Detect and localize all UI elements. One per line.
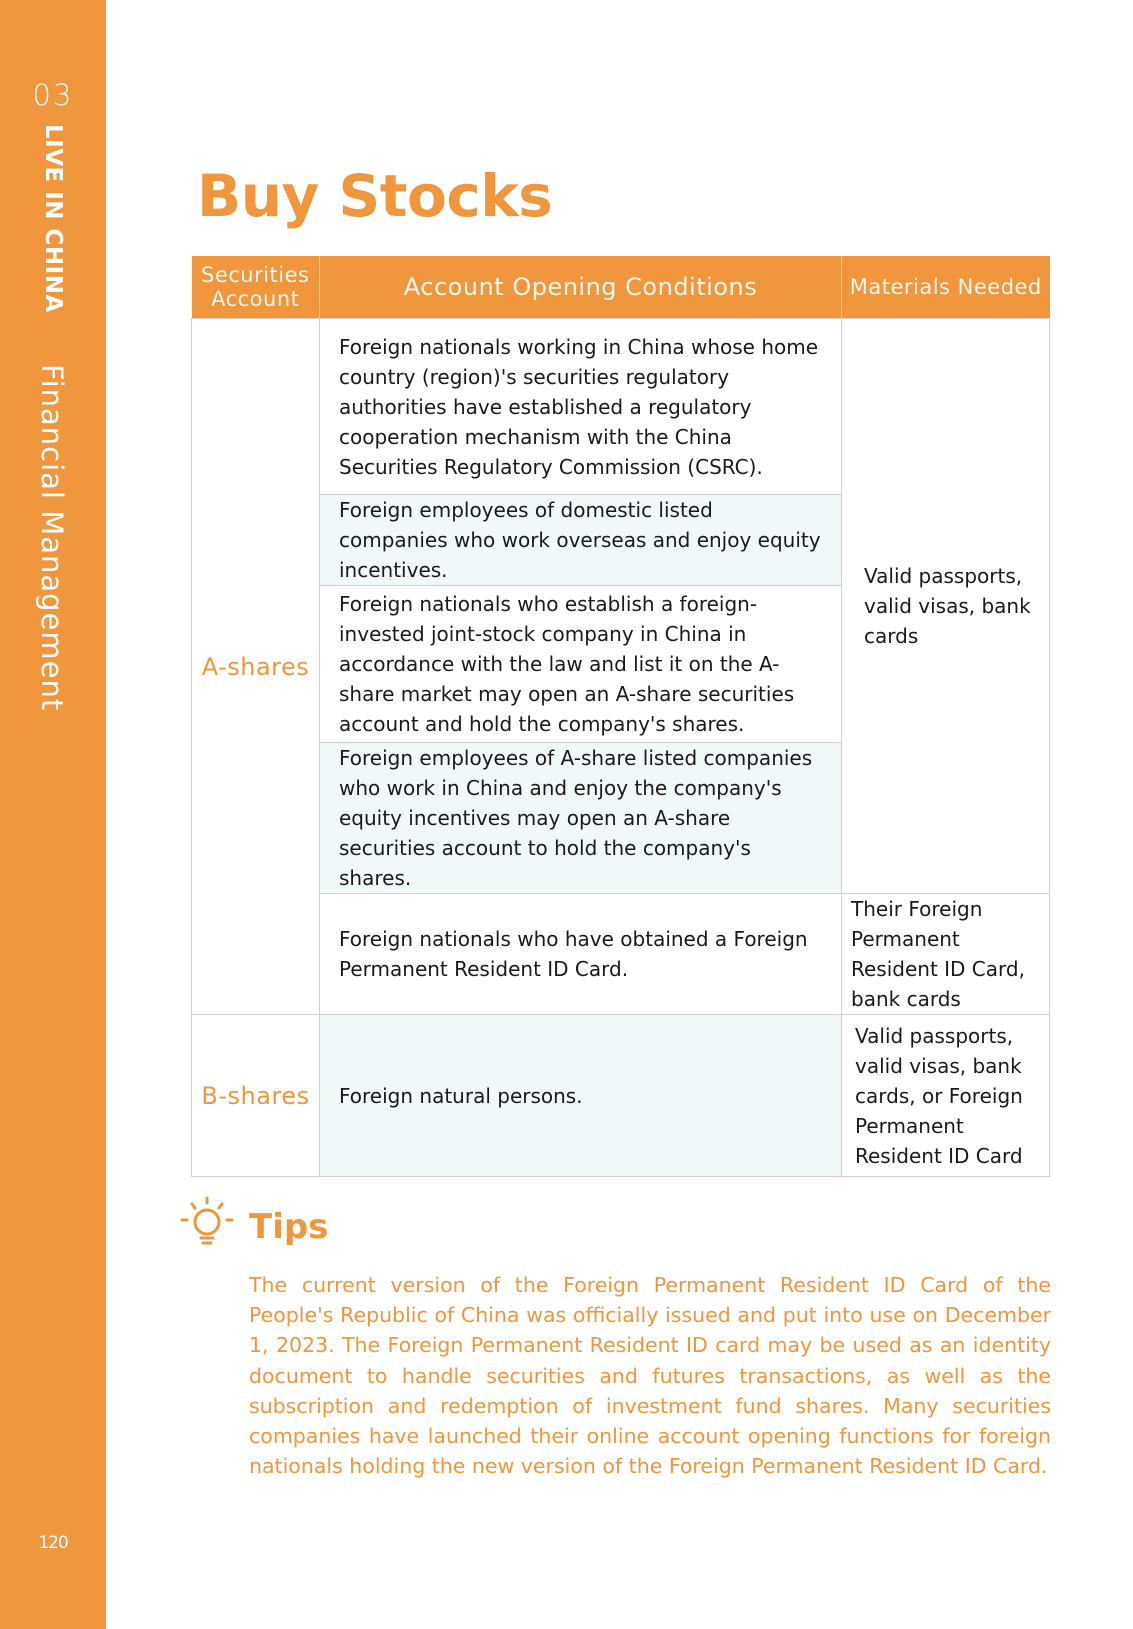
materials-cell: Their Foreign Permanent Resident ID Card, bank cards	[842, 894, 1050, 1015]
chapter-title: LIVE IN CHINA	[40, 124, 66, 313]
chapter-number: 03	[32, 78, 74, 112]
page-title: Buy Stocks	[197, 162, 553, 230]
chapter-sidebar	[0, 0, 106, 1629]
stock-account-table	[191, 256, 1050, 1177]
tips-title: Tips	[249, 1207, 329, 1247]
account-type-b-shares: B-shares	[192, 1015, 320, 1177]
header-materials-needed: Materials Needed	[842, 256, 1050, 319]
table-row	[192, 319, 1050, 495]
table-row	[192, 1015, 1050, 1177]
page-number: 120	[38, 1533, 68, 1553]
header-account-opening-conditions: Account Opening Conditions	[320, 256, 842, 319]
condition-cell: Foreign natural persons.	[320, 1015, 842, 1177]
materials-cell: Valid passports, valid visas, bank cards, or Foreign Permanent Resident ID Card	[842, 1015, 1050, 1177]
header-securities-account: Securities Account	[192, 256, 320, 319]
condition-cell: Foreign nationals who establish a foreign-invested joint-stock company in China in accordance with the law and list it on the A-share market may open an A-share securities account and hold the company's shares.	[320, 586, 842, 743]
table-row	[192, 894, 1050, 1015]
tips-body: The current version of the Foreign Permanent Resident ID Card of the People's Republic of China was officially issued and put into use on December 1, 2023. The Foreign Permanent Resident ID card may be used as an identity document to handle securities and futures transactions, as well as the subscription and redemption of investment fund shares. Many securities companies have launched their online account opening functions for foreign nationals holding the new version of the Foreign Permanent Resident ID Card.	[249, 1273, 1051, 1479]
section-title: Financial Management	[35, 364, 69, 712]
condition-cell: Foreign nationals working in China whose home country (region)'s securities regulatory authorities have established a regulatory cooperation mechanism with the China Securities Regulatory Commission (CSRC).	[320, 319, 842, 495]
table-header-row	[192, 256, 1050, 319]
condition-cell: Foreign employees of domestic listed companies who work overseas and enjoy equity incentives.	[320, 495, 842, 586]
condition-cell: Foreign nationals who have obtained a Foreign Permanent Resident ID Card.	[320, 894, 842, 1015]
condition-cell: Foreign employees of A-share listed companies who work in China and enjoy the company's equity incentives may open an A-share securities account to hold the company's shares.	[320, 743, 842, 894]
materials-cell: Valid passports, valid visas, bank cards	[842, 319, 1050, 894]
lightbulb-icon	[178, 1196, 236, 1254]
account-type-a-shares: A-shares	[192, 319, 320, 1015]
